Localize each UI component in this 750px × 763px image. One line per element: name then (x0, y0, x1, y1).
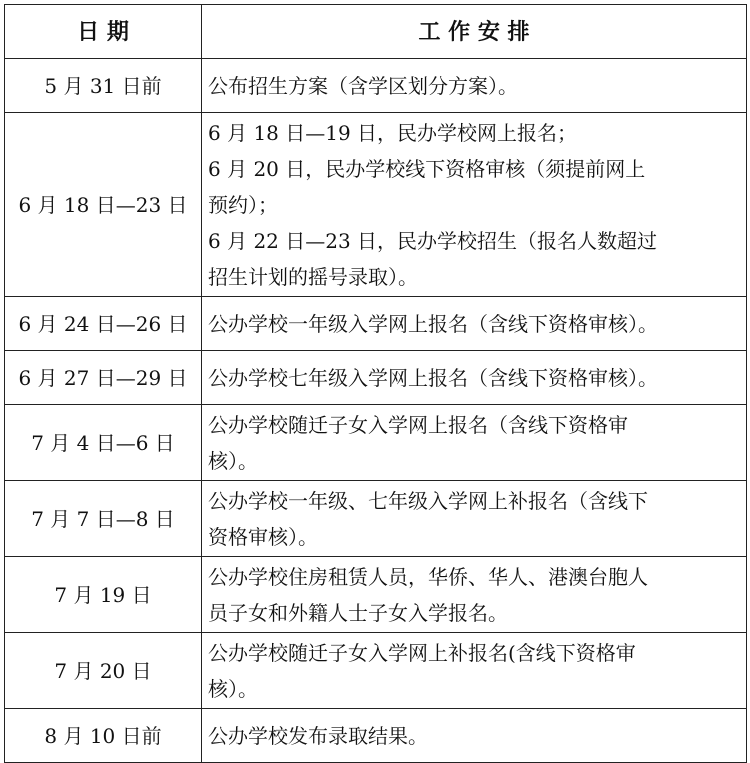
table-row (5, 481, 747, 557)
task-line: 公办学校住房租赁人员，华侨、华人、港澳台胞人 (208, 564, 648, 589)
table-row (5, 557, 747, 633)
task-cell (202, 633, 747, 709)
date-cell: 8 月 10 日前 (5, 709, 202, 763)
date-cell: 7 月 4 日—6 日 (5, 405, 202, 481)
task-line: 核）。 (208, 448, 258, 473)
task-line: 预约）； (208, 192, 278, 217)
task-line: 6 月 22 日—23 日，民办学校招生（报名人数超过 (208, 228, 658, 253)
date-cell: 7 月 7 日—8 日 (5, 481, 202, 557)
date-cell: 6 月 27 日—29 日 (5, 351, 202, 405)
task-line: 公布招生方案（含学区划分方案）。 (208, 73, 518, 98)
table-row (5, 633, 747, 709)
date-cell: 7 月 20 日 (5, 633, 202, 709)
task-cell (202, 297, 747, 351)
date-cell: 5 月 31 日前 (5, 59, 202, 113)
task-line: 6 月 18 日—19 日，民办学校网上报名； (208, 120, 578, 145)
date-cell: 7 月 19 日 (5, 557, 202, 633)
task-cell (202, 405, 747, 481)
task-line: 公办学校发布录取结果。 (208, 723, 428, 748)
task-line: 公办学校一年级、七年级入学网上补报名（含线下 (208, 488, 648, 513)
table-row (5, 59, 747, 113)
date-column-header: 日 期 (5, 5, 202, 59)
task-line: 核）。 (208, 676, 258, 701)
task-cell (202, 481, 747, 557)
task-cell (202, 557, 747, 633)
task-line: 公办学校七年级入学网上报名（含线下资格审核）。 (208, 365, 658, 390)
task-cell (202, 709, 747, 763)
task-line: 公办学校随迁子女入学网上报名（含线下资格审 (208, 412, 628, 437)
table-row (5, 709, 747, 763)
task-cell (202, 351, 747, 405)
table-row (5, 297, 747, 351)
task-cell (202, 59, 747, 113)
task-line: 员子女和外籍人士子女入学报名。 (208, 600, 508, 625)
task-cell (202, 113, 747, 297)
task-line: 6 月 20 日，民办学校线下资格审核（须提前网上 (208, 156, 646, 181)
task-line: 公办学校随迁子女入学网上补报名(含线下资格审 (208, 640, 636, 665)
enrollment-schedule-table (4, 4, 747, 763)
table-header-row (5, 5, 747, 59)
date-cell: 6 月 18 日—23 日 (5, 113, 202, 297)
date-cell: 6 月 24 日—26 日 (5, 297, 202, 351)
task-line: 招生计划的摇号录取）。 (208, 264, 418, 289)
table-row (5, 113, 747, 297)
table-row (5, 351, 747, 405)
task-line: 公办学校一年级入学网上报名（含线下资格审核）。 (208, 311, 658, 336)
table-row (5, 405, 747, 481)
task-line: 资格审核）。 (208, 524, 318, 549)
task-column-header: 工 作 安 排 (202, 5, 747, 59)
